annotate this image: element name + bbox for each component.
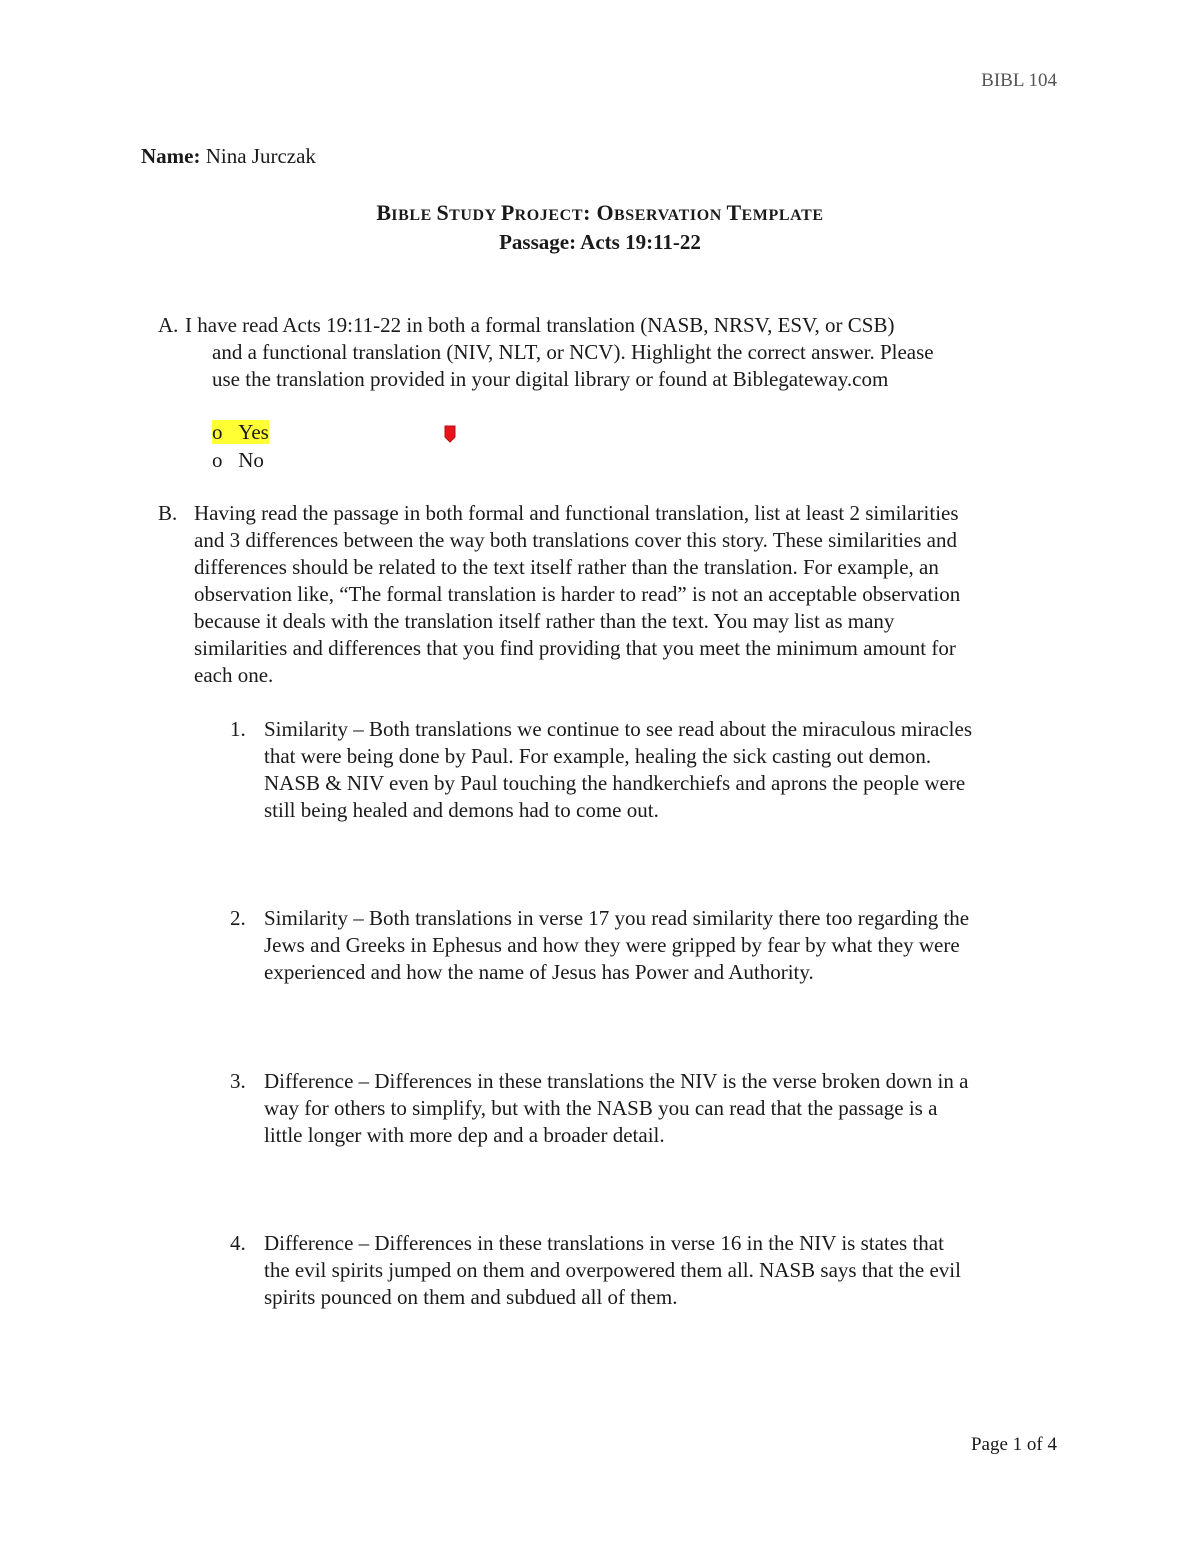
list-item-line: that were being done by Paul. For example, healing the sick casting out demon.	[264, 744, 932, 768]
list-item-line: experienced and how the name of Jesus has Power and Authority.	[264, 960, 814, 984]
list-item-line: the evil spirits jumped on them and overpowered them all. NASB says that the evil	[264, 1258, 961, 1282]
section-b-line: each one.	[194, 663, 274, 687]
section-b-line: similarities and differences that you find providing that you meet the minimum amount for	[194, 636, 956, 660]
title-part: S	[436, 200, 450, 225]
student-name-line	[141, 144, 316, 169]
option-spacer	[223, 448, 239, 472]
list-item-line: way for others to simplify, but with the NASB you can read that the passage is a	[264, 1096, 938, 1120]
list-item-line: little longer with more dep and a broader detail.	[264, 1123, 665, 1147]
option-bullet: o	[212, 448, 223, 472]
page-number: Page 1 of 4	[970, 1434, 1057, 1455]
list-item-line: Difference – Differences in these translations in verse 16 in the NIV is states that	[264, 1231, 944, 1255]
section-a-line: use the translation provided in your digital library or found at Biblegateway.com	[212, 367, 889, 391]
section-b-line: differences should be related to the text itself rather than the translation. For example, an	[194, 555, 939, 579]
title-part: EMPLATE	[741, 207, 824, 224]
list-item-number: 2.	[230, 906, 246, 930]
list-item-line: Similarity – Both translations in verse 17 you read similarity there too regarding the	[264, 906, 970, 930]
passage-reference: Passage: Acts 19:11-22	[499, 230, 701, 254]
list-item-line: Similarity – Both translations we continue to see read about the miraculous miracles	[264, 717, 972, 741]
course-code: BIBL 104	[981, 70, 1057, 91]
name-label: Name:	[141, 144, 201, 168]
section-b-line: and 3 differences between the way both translations cover this story. These similarities and	[194, 528, 957, 552]
section-b-marker: B.	[158, 501, 178, 525]
list-item-number: 4.	[230, 1231, 246, 1255]
title-part: ROJECT	[514, 207, 584, 224]
student-name: Nina Jurczak	[205, 144, 316, 168]
list-item-line: still being healed and demons had to come out.	[264, 798, 659, 822]
list-item-line: Jews and Greeks in Ephesus and how they were gripped by fear by what they were	[264, 933, 960, 957]
list-item-number: 1.	[230, 717, 246, 741]
option-bullet: o	[212, 420, 223, 444]
list-item-line: NASB & NIV even by Paul touching the handkerchiefs and aprons the people were	[264, 771, 966, 795]
section-a-line: and a functional translation (NIV, NLT, or NCV). Highlight the correct answer. Please	[212, 340, 934, 364]
option-label: Yes	[238, 420, 269, 444]
list-item-number: 3.	[230, 1069, 246, 1093]
title-part: IBLE	[391, 207, 437, 224]
title-part: TUDY	[449, 207, 501, 224]
option-label: No	[238, 448, 264, 472]
title-part: O	[596, 200, 614, 225]
title-part: T	[726, 200, 742, 225]
title-part: B	[376, 200, 392, 225]
comment-marker-icon[interactable]	[444, 425, 456, 443]
title-part: BSERVATION	[613, 207, 727, 224]
section-b-line: Having read the passage in both formal and functional translation, list at least 2 similarities	[194, 501, 959, 525]
page-title	[0, 200, 1200, 226]
title-part: :	[583, 200, 597, 225]
section-a-line: I have read Acts 19:11-22 in both a formal translation (NASB, NRSV, ESV, or CSB)	[185, 313, 895, 337]
section-a-marker: A.	[158, 313, 179, 337]
list-item-line: spirits pounced on them and subdued all of them.	[264, 1285, 678, 1309]
option-spacer	[223, 420, 239, 444]
list-item-line: Difference – Differences in these translations the NIV is the verse broken down in a	[264, 1069, 969, 1093]
title-part: P	[500, 200, 515, 225]
option-no[interactable]	[212, 447, 264, 474]
section-b-line: observation like, “The formal translation is harder to read” is not an acceptable observation	[194, 582, 961, 606]
option-yes[interactable]	[212, 419, 269, 446]
section-b-line: because it deals with the translation itself rather than the text. You may list as many	[194, 609, 895, 633]
